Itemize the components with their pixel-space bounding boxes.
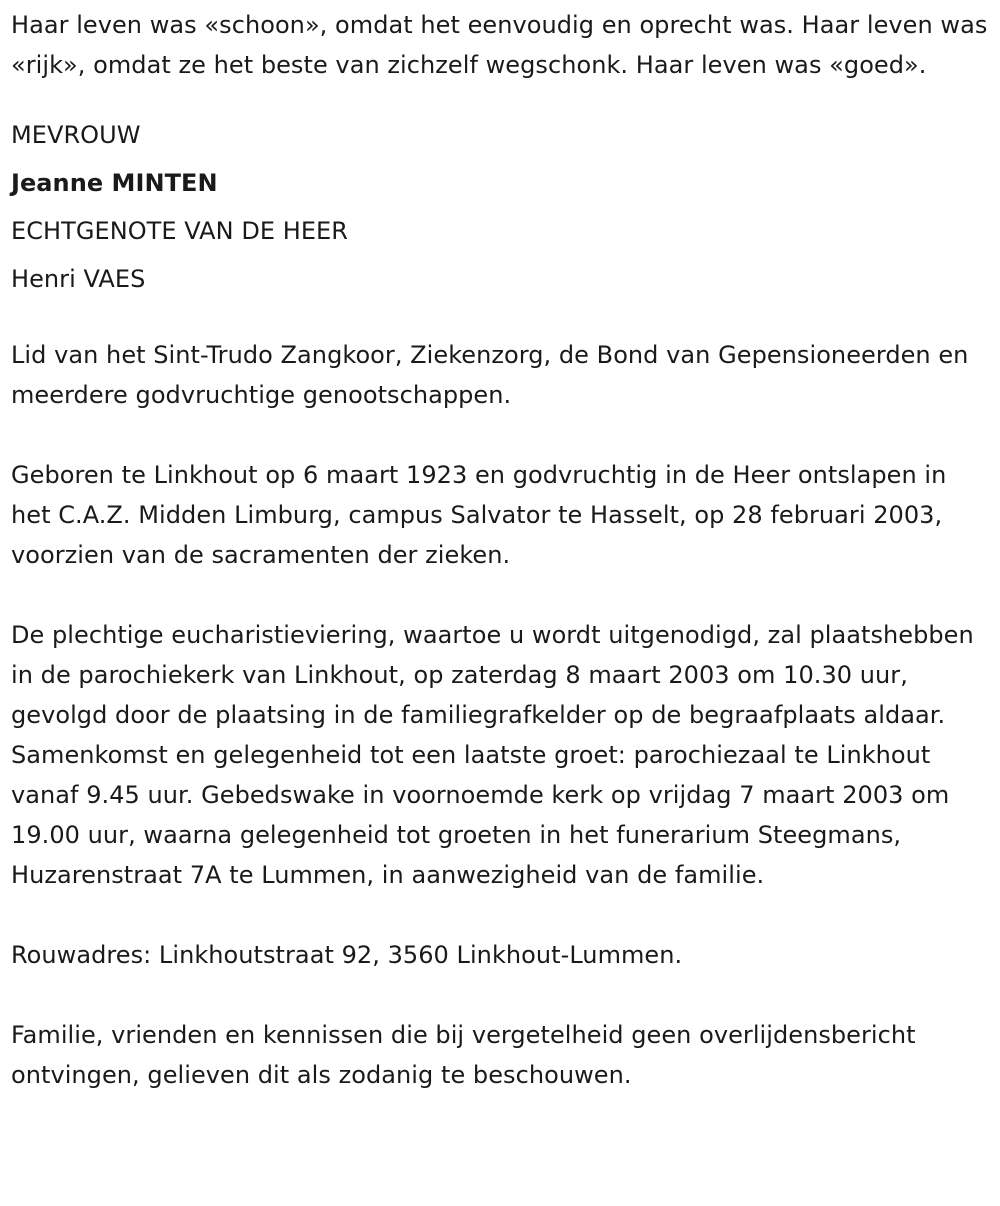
salutation: MEVROUW <box>11 121 141 149</box>
spouse-name: Henri VAES <box>11 265 146 293</box>
deceased-name: Jeanne MINTEN <box>11 169 218 197</box>
closing-paragraph: Familie, vrienden en kennissen die bij vergetelheid geen overlijdensbericht ontvingen, gelieven dit als zodanig te beschouwen. <box>11 1021 916 1089</box>
intro-paragraph: Haar leven was «schoon», omdat het eenvoudig en oprecht was. Haar leven was «rijk», omdat ze het beste van zichzelf wegschonk. Haar leven was «goed». <box>11 11 988 79</box>
birth-death-paragraph: Geboren te Linkhout op 6 maart 1923 en godvruchtig in de Heer ontslapen in het C.A.Z. Midden Limburg, campus Salvator te Hasselt, op 28 februari 2003, voorzien van de sacramenten der zieken. <box>11 461 947 569</box>
ceremony-paragraph: De plechtige eucharistieviering, waartoe u wordt uitgenodigd, zal plaatshebben in de parochiekerk van Linkhout, op zaterdag 8 maart 2003 om 10.30 uur, gevolgd door de plaatsing in de familiegrafkelder op de begraafplaats aldaar. Samenkomst en gelegenheid tot een laatste groet: parochiezaal te Linkhout vanaf 9.45 uur. Gebedswake in voornoemde kerk op vrijdag 7 maart 2003 om 19.00 uur, waarna gelegenheid tot groeten in het funerarium Steegmans, Huzarenstraat 7A te Lummen, in aanwezigheid van de familie. <box>11 621 974 889</box>
memberships-paragraph: Lid van het Sint-Trudo Zangkoor, Ziekenzorg, de Bond van Gepensioneerden en meerdere godvruchtige genootschappen. <box>11 341 969 409</box>
address-line: Rouwadres: Linkhoutstraat 92, 3560 Linkhout-Lummen. <box>11 941 683 969</box>
relation-line: ECHTGENOTE VAN DE HEER <box>11 217 348 245</box>
